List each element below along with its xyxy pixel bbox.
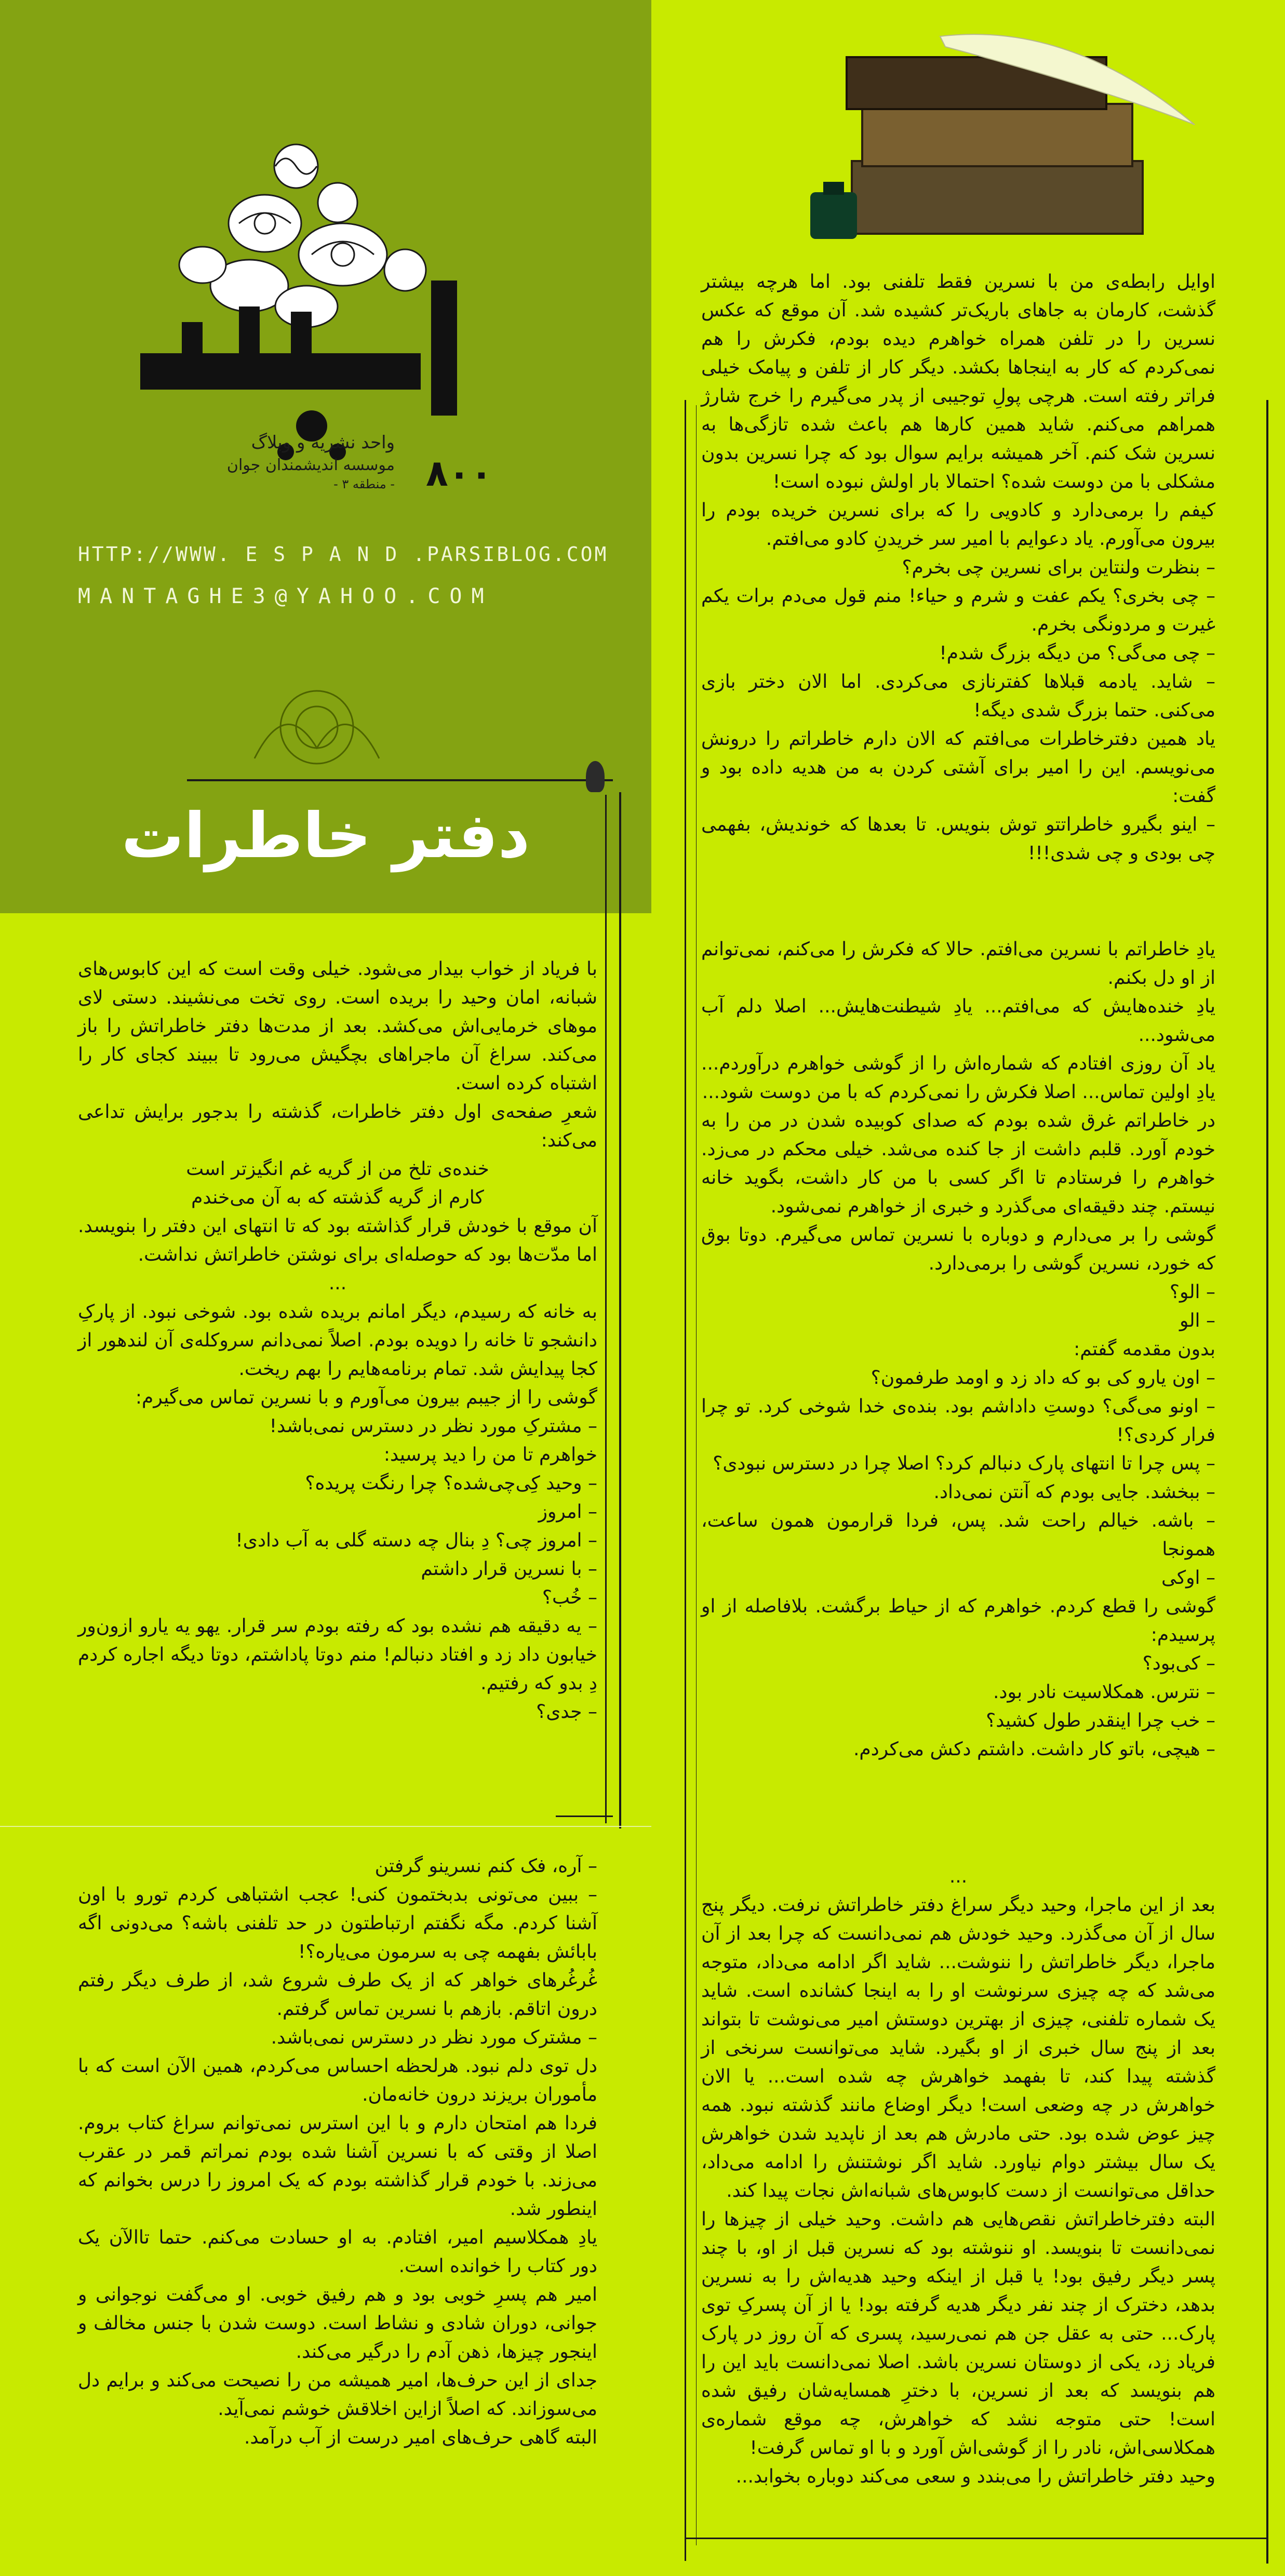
dialogue-line: – اوکی bbox=[1161, 1567, 1215, 1589]
paragraph: اوایل رابطه‌ی من با نسرین فقط تلفنی بود. اما هرچه بیشتر گذشت، کارمان به جاهای باریک‌تر کشیده شد. آن موقع که عکس نسرین را در تلفن همراه خواهرم دیده بودم، فکرش را هم نمی‌کردم که کار به اینجاها بکشد. دیگر کار از تلفن و پیامک خیلی فراتر رفته است. هرچی پولِ توجیبی از پدر می‌گیرم را خرج شارژ همراهم می‌کنم. شاید همین کارها هم باعث شده تازگی‌ها به نسرین شک کنم. آخر همیشه برایم سوال بود که چرا نسرین بدون مشکلی با من دوست شده؟ احتمالا بار اولش نبوده است! bbox=[701, 271, 1215, 492]
paragraph: دل توی دلم نبود. هرلحظه احساس می‌کردم، همین الآن است که با مأموران بریزند درون خانه‌مان. bbox=[78, 2056, 597, 2105]
story-block-2 bbox=[701, 935, 1215, 1764]
dialogue-line: – شاید. یادمه قبلاها کفترنازی می‌کردی. اما الان دختر بازی می‌کنی. حتما بزرگ شدی دیگه! bbox=[701, 671, 1215, 721]
dialogue-line: – خب چرا اینقدر طول کشید؟ bbox=[986, 1710, 1215, 1731]
dialogue-line: – امروز چی؟ دِ بنال چه دسته گلی به آب دادی! bbox=[235, 1530, 597, 1551]
paragraph: یادِ همکلاسیم امیر، افتادم. به او حسادت می‌کنم. حتما تاالآن یک دور کتاب را خوانده است. bbox=[78, 2227, 597, 2277]
book-quill-inkwell-icon bbox=[810, 26, 1231, 244]
paragraph: کیفم را برمی‌دارد و کادویی را که برای نسرین خریده بودم را بیرون می‌آورم. یاد دعوایم با امیر سر خریدنِ کادو می‌افتم. bbox=[701, 500, 1215, 550]
right-frame-bottom bbox=[685, 2538, 1266, 2539]
left-frame-left bbox=[605, 795, 607, 1823]
paragraph: وحید دفتر خاطراتش را می‌بندد و سعی می‌کند دوباره بخوابد... bbox=[735, 2466, 1215, 2487]
logo-subtitle-2: موسسه اندیشمندان جوان bbox=[226, 456, 395, 474]
paragraph: یاد آن روزی افتادم که شماره‌اش را از گوشی خواهرم درآوردم... یادِ اولین تماس... اصلا فکرش را نمی‌کردم که با من دوست شود... bbox=[701, 1053, 1215, 1103]
paragraph: گوشی را قطع کردم. خواهرم که از حیاط برگشت. بلافاصله از او پرسیدم: bbox=[701, 1596, 1215, 1646]
dialogue-line: – خُب؟ bbox=[542, 1587, 597, 1608]
dialogue-line: – با نسرین قرار داشتم bbox=[421, 1558, 597, 1580]
dialogue-line: – باشه. خیالم راحت شد. پس، فردا قرارمون همون ساعت، همونجا bbox=[701, 1510, 1215, 1560]
dialogue-line: – امروز bbox=[538, 1501, 597, 1523]
blog-url[interactable]: HTTP://WWW. E S P A N D .PARSIBLOG.COM bbox=[78, 543, 609, 566]
story-block-3 bbox=[701, 1862, 1215, 2491]
dialogue-line: – وحید کِی‌چی‌شده؟ چرا رنگت پریده؟ bbox=[305, 1473, 597, 1494]
title-divider bbox=[187, 779, 613, 781]
left-frame-right bbox=[619, 792, 621, 1828]
right-frame-left bbox=[685, 400, 686, 2561]
dialogue-line: – مشترکِ مورد نظر در دسترس نمی‌باشد! bbox=[269, 1416, 597, 1437]
logo-subtitle-1: واحد نشریه و وبلاگ bbox=[251, 432, 395, 453]
dialogue-line: – کی‌بود؟ bbox=[1142, 1653, 1215, 1674]
paragraph: غُرغُرهای خواهر که از یک طرف شروع شد، از طرف دیگر رفتم درون اتاقم. بازهم با نسرین تماس گرفتم. bbox=[78, 1970, 597, 2020]
dialogue-line: – الو؟ bbox=[1169, 1282, 1215, 1303]
dialogue-line: – آره، فک کنم نسرینو گرفتن bbox=[374, 1856, 597, 1877]
dialogue-line: – مشترک مورد نظر در دسترس نمی‌باشد. bbox=[271, 2027, 597, 2048]
dialogue-line: – جدی؟ bbox=[536, 1701, 597, 1723]
paragraph: به خانه که رسیدم، دیگر امانم بریده شده بود. شوخی نبود. از پارکِ دانشجو تا خانه را دویده بودم. اصلاً نمی‌دانم سروکله‌ی آن لندهور از کجا پیدایش شد. تمام برنامه‌هایم را بهم ریخت. bbox=[78, 1301, 597, 1380]
poem-line: کارم از گریه گذشته که به آن می‌خندم bbox=[191, 1187, 484, 1208]
dialogue-line: – چی می‌گی؟ من دیگه بزرگ شدم! bbox=[939, 643, 1215, 664]
dialogue-line: – هیچی، باتو کار داشت. داشتم دکش می‌کردم. bbox=[853, 1739, 1215, 1760]
dialogue-line: – بنظرت ولنتاین برای نسرین چی بخرم؟ bbox=[902, 557, 1215, 578]
paragraph: بعد از این ماجرا، وحید دیگر سراغ دفتر خاطراتش نرفت. دیگر پنج سال از آن می‌گذرد. وحید خودش هم نمی‌دانست که چرا بعد از آن ماجرا، دیگر خاطراتش را ننوشت... شاید اگر ادامه می‌داد، متوجه می‌شد که چه چیزی سرنوشت او را به اینجا کشانده است. شاید یک شماره تلفنی، چیزی از بهترین دوستش امیر می‌نوشت تا بتواند بعد از پنج سال خبری از او بگیرد. شاید می‌توانست سرنخی از گذشته پیدا کند، تا بفهمد خواهرش چه شده است... یا الان خواهرش در چه وضعی است! دیگر اوضاع مانند گذشته نبود. همه چیز عوض شده بود. حتی مادرش هم بعد از ناپدید شدن خواهرش یک سال بیشتر دوام نیاورد. شاید اگر نوشتنش را ادامه می‌داد، حداقل می‌توانست از دست کابوس‌های شبانه‌اش نجات پیدا کند. bbox=[701, 1894, 1215, 2201]
logo-number: ۸۰۰ bbox=[426, 452, 493, 495]
paragraph: شعرِ صفحه‌ی اول دفتر خاطرات، گذشته را بدجور برایش تداعی می‌کند: bbox=[78, 1101, 597, 1151]
paragraph: یادِ خنده‌هایش که می‌افتم... یادِ شیطنت‌هایش... اصلا دلم آب می‌شود... bbox=[701, 996, 1215, 1046]
paragraph: یادِ خاطراتم با نسرین می‌افتم. حالا که فکرش را می‌کنم، نمی‌توانم از او دل بکنم. bbox=[701, 939, 1215, 989]
dialogue-line: – ببین می‌تونی بدبختمون کنی! عجب اشتباهی کردم تورو با اون آشنا کردم. مگه نگفتم ارتباطتون در حد تلفنی باشه؟ می‌دونی اگه بابائش بفهمه چی به سرمون می‌یاره؟! bbox=[78, 1884, 597, 1963]
paragraph: آن موقع با خودش قرار گذاشته بود که تا انتهای این دفتر را بنویسد. اما مدّت‌ها بود که حوصله‌ای برای نوشتن خاطراتش نداشت. bbox=[78, 1216, 597, 1265]
left-frame-bottom bbox=[556, 1816, 613, 1817]
paragraph: البته دفترخاطراتش نقص‌هایی هم داشت. وحید خیلی از چیزها را نمی‌دانست تا بنویسد. او ننوشته بود که نسرین قبل از او، با چند پسر دیگر رفیق بود! یا قبل از اینکه وحید هدیه‌اش را به نسرین بدهد، دخترک از چند نفر دیگر هدیه گرفته بود! یا از آن پسرکِ توی پارک... حتی به عقل جن هم نمی‌رسید، پسری که آن روز در پارک فریاد زد، یکی از دوستان نسرین باشد. اصلا نمی‌دانست باید این را هم بنویسد که بعد از نسرین، با دخترِ همسایه‌شان رفیق شده است! حتی متوجه نشد که خواهرش، چه موقع شماره‌ی همکلاسی‌اش، نادر را از گوشی‌اش آورد و با او تماس گرفت! bbox=[701, 2209, 1215, 2459]
paragraph: با فریاد از خواب بیدار می‌شود. خیلی وقت است که این کابوس‌های شبانه، امان وحید را بریده است. روی تخت می‌نشیند. دستی لای موهای خرمایی‌اش می‌کشد. بعد از مدت‌ها دفتر خاطراتش را باز می‌کند. سراغ آن ماجراهای بچگیش می‌رود تا ببیند کجای کار را اشتباه کرده است. bbox=[78, 958, 597, 1094]
paragraph: فردا هم امتحان دارم و با این استرس نمی‌توانم سراغ کتاب بروم. اصلا از وقتی که با نسرین آشنا شده بودم نمراتم قمر در عقرب می‌زند. با خودم قرار گذاشته بودم که یک امروز را درس بخوانم که اینطور شد. bbox=[78, 2113, 597, 2220]
dialogue-line: – اون یارو کی بو که داد زد و اومد طرفمون؟ bbox=[871, 1367, 1215, 1389]
paragraph: امیر هم پسرِ خوبی بود و هم رفیق خوبی. او می‌گفت نوجوانی و جوانی، دوران شادی و نشاط است. دوست شدن با جنس مخالف و اینجور چیزها، ذهن آدم را درگیر می‌کند. bbox=[78, 2284, 597, 2363]
logo-subtitle-3: - منطقه ۳ - bbox=[333, 477, 395, 491]
paragraph: در خاطراتم غرق شده بودم که صدای کوبیده شدن در من را به خودم آورد. قلبم داشت از جا کنده می‌شد. خیلی محکم در می‌زد. خواهرم را فرستادم تا اگر کسی با من کار داشت، بگوید خانه نیستم. چند دقیقه‌ای می‌گذرد و خبری از خواهرم نمی‌شود. bbox=[701, 1110, 1215, 1217]
dialogue-line: – اونو می‌گی؟ دوستِ داداشم بود. بنده‌ی خدا شوخی کرد. تو چرا فرار کردی؟! bbox=[701, 1396, 1215, 1446]
story-block-left-2 bbox=[78, 1852, 597, 2452]
paragraph: بدون مقدمه گفتم: bbox=[1074, 1339, 1215, 1360]
story-block-left-1 bbox=[78, 955, 597, 1726]
section-break: ... bbox=[328, 1273, 347, 1294]
page-title: دفتر خاطرات bbox=[121, 800, 530, 872]
dialogue-line: – چی بخری؟ یکم عفت و شرم و حیاء! منم قول می‌دم برات یکم غیرت و مردونگی بخرم. bbox=[701, 585, 1215, 635]
dialogue-line: – ببخشد. جایی بودم که آنتن نمی‌داد. bbox=[933, 1481, 1215, 1503]
paragraph: یاد همین دفترخاطرات می‌افتم که الان دارم خاطراتم را درونش می‌نویسم. این را امیر برای آشتی کردن به من هدیه داده بود و گفت: bbox=[701, 728, 1215, 807]
paragraph: گوشی را از جیبم بیرون می‌آورم و با نسرین تماس می‌گیرم: bbox=[135, 1387, 597, 1408]
paragraph: خواهرم تا من را دید پرسید: bbox=[383, 1444, 597, 1465]
dialogue-line: – پس چرا تا انتهای پارک دنبالم کرد؟ اصلا چرا در دسترس نبودی؟ bbox=[713, 1453, 1215, 1474]
paragraph: گوشی را بر می‌دارم و دوباره با نسرین تماس می‌گیرم. دوتا بوق که خورد، نسرین گوشی را برمی‌دارد. bbox=[701, 1224, 1215, 1274]
bird-icon bbox=[586, 761, 605, 792]
section-break: ... bbox=[949, 1866, 968, 1887]
section-separator bbox=[0, 1826, 651, 1827]
logo-word bbox=[249, 322, 250, 323]
paragraph: جدای از این حرف‌ها، امیر همیشه من را نصیحت می‌کند و برایم دل می‌سوزاند. که اصلاً ازاین اخلاقش خوشم نمی‌آید. bbox=[78, 2370, 597, 2420]
dialogue-line: – اینو بگیرو خاطراتتو توش بنویس. تا بعدها که خوندیش، بفهمی چی بودی و چی شدی!!! bbox=[701, 814, 1215, 864]
paragraph: البته گاهی حرف‌های امیر درست از آب درآمد. bbox=[244, 2427, 597, 2448]
right-frame-inner bbox=[696, 405, 697, 2545]
dialogue-line: – الو bbox=[1179, 1310, 1215, 1331]
dialogue-line: – یه دقیقه هم نشده بود که رفته بودم سر قرار. یهو یه یارو ازون‌ور خیابون داد زد و افتاد دنبالم! منم دوتا پاداشتم، دوتا دیگه اجاره کردم دِ بدو که رفتیم. bbox=[78, 1616, 597, 1694]
poem-line: خنده‌ی تلخ من از گریه غم انگیزتر است bbox=[186, 1158, 489, 1180]
dialogue-line: – نترس. همکلاسیت نادر بود. bbox=[993, 1681, 1215, 1703]
story-block-1 bbox=[701, 268, 1215, 867]
email-address[interactable]: MANTAGHE3@YAHOO.COM bbox=[78, 584, 493, 608]
right-frame-right bbox=[1266, 400, 1268, 2564]
small-ornament-icon bbox=[223, 675, 410, 779]
